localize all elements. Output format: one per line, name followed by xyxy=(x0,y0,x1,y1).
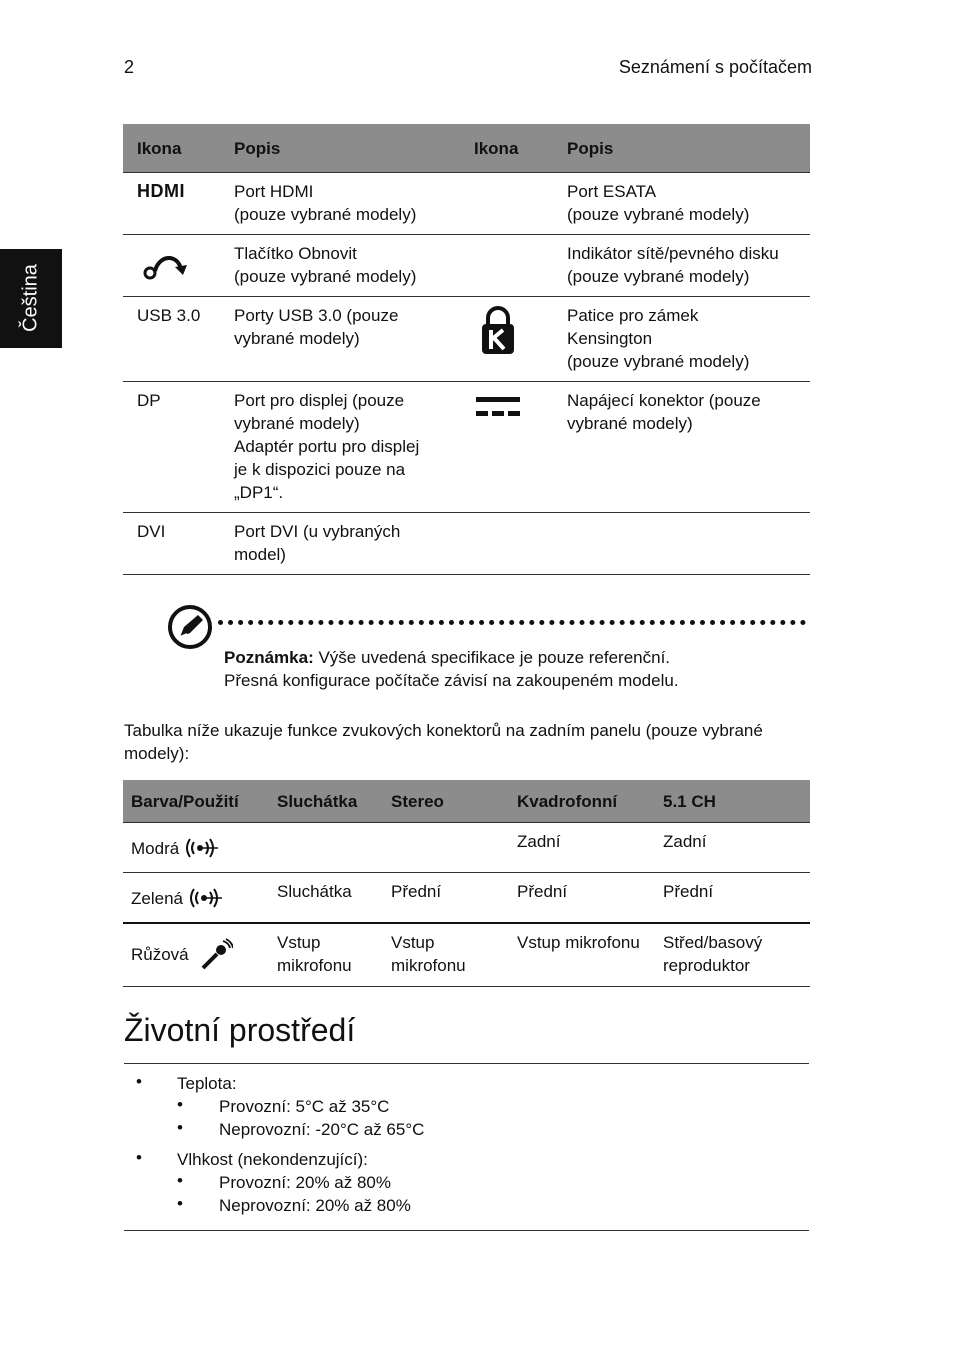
section-rule-bottom xyxy=(124,1230,809,1231)
audio-table-header xyxy=(123,780,810,823)
language-tab xyxy=(0,249,62,348)
sub-list-item: Provozní: 5°C až 35°C xyxy=(219,1097,390,1116)
desc-line: Tlačítko Obnovit xyxy=(234,244,357,263)
desc-line: vybrané modely) xyxy=(234,414,360,433)
table-cell: Přední xyxy=(509,873,655,923)
table-cell: Přední xyxy=(655,873,810,923)
section-title: Životní prostředí xyxy=(124,1012,356,1048)
table-row xyxy=(123,823,810,873)
desc-line: Indikátor sítě/pevného disku xyxy=(567,244,779,263)
color-label: Růžová xyxy=(131,944,189,964)
table-row xyxy=(123,297,810,382)
dc-power-icon xyxy=(474,393,522,423)
page-number: 2 xyxy=(124,57,135,77)
desc-line: Port pro displej (pouze xyxy=(234,391,405,410)
note-label: Poznámka: xyxy=(224,648,314,667)
sub-list-item: Neprovozní: -20°C až 65°C xyxy=(219,1120,425,1139)
bullet: • xyxy=(136,1148,142,1167)
table-cell xyxy=(383,823,509,873)
language-tab-label: Čeština xyxy=(19,264,42,332)
bullet: • xyxy=(177,1118,183,1137)
desc-line: model) xyxy=(234,545,286,564)
col-header: Ikona xyxy=(123,124,220,173)
audio-out-icon xyxy=(184,837,218,859)
table-cell: Střed/basový reproduktor xyxy=(655,923,810,987)
table-row xyxy=(123,923,810,987)
desc-line: Adaptér portu pro displej xyxy=(234,437,420,456)
col-header: Popis xyxy=(553,124,810,173)
table-cell: Přední xyxy=(383,873,509,923)
table-row xyxy=(123,382,810,513)
kensington-lock-icon xyxy=(478,304,518,358)
color-label: Zelená xyxy=(131,889,183,908)
table-cell: Vstup mikrofonu xyxy=(269,923,383,987)
hdmi-icon: HDMI xyxy=(137,181,185,201)
bullet: • xyxy=(177,1095,183,1114)
bullet: • xyxy=(177,1194,183,1213)
desc-line: Port HDMI xyxy=(234,182,314,201)
desc-line: Porty USB 3.0 (pouze xyxy=(234,306,399,325)
section-rule-top xyxy=(124,1063,809,1064)
note-pen-icon xyxy=(166,603,214,651)
desc-line: Port ESATA xyxy=(567,182,657,201)
usb3-label: USB 3.0 xyxy=(137,306,201,325)
table-cell: Vstup mikrofonu xyxy=(509,923,655,987)
intro-paragraph: Tabulka níže ukazuje funkce zvukových konektorů na zadním panelu (pouze vybrané modely): xyxy=(124,721,763,763)
icon-table-header xyxy=(123,124,810,173)
table-cell: Zadní xyxy=(509,823,655,873)
bullet: • xyxy=(177,1171,183,1190)
note-line-2: Přesná konfigurace počítače závisí na zakoupeném modelu. xyxy=(224,671,679,690)
col-header: Kvadrofonní xyxy=(509,780,655,823)
note xyxy=(224,646,679,692)
col-header: Sluchátka xyxy=(269,780,383,823)
bullet: • xyxy=(136,1072,142,1091)
table-row xyxy=(123,873,810,923)
icon-table xyxy=(123,124,810,575)
desc-line: (pouze vybrané modely) xyxy=(567,352,750,371)
audio-out-icon xyxy=(188,887,222,909)
table-row xyxy=(123,235,810,297)
table-cell: Zadní xyxy=(655,823,810,873)
list-item: Vlhkost (nekondenzující): xyxy=(177,1150,368,1169)
dp-label: DP xyxy=(137,391,161,410)
note-line-1: Výše uvedená specifikace je pouze referenční. xyxy=(313,648,671,667)
audio-table xyxy=(123,780,810,987)
desc-line: Napájecí konektor (pouze xyxy=(567,391,761,410)
desc-line: (pouze vybrané modely) xyxy=(234,205,417,224)
microphone-icon xyxy=(199,938,233,972)
sub-list-item: Provozní: 20% až 80% xyxy=(219,1173,391,1192)
col-header: Barva/Použití xyxy=(123,780,269,823)
running-title: Seznámení s počítačem xyxy=(618,57,812,77)
desc-line: (pouze vybrané modely) xyxy=(567,267,750,286)
desc-line: (pouze vybrané modely) xyxy=(567,205,750,224)
table-cell: Sluchátka xyxy=(269,873,383,923)
desc-line: Port DVI (u vybraných xyxy=(234,522,401,541)
desc-line: vybrané modely) xyxy=(567,414,693,433)
table-row xyxy=(123,173,810,235)
col-header: 5.1 CH xyxy=(655,780,810,823)
desc-line: vybrané modely) xyxy=(234,329,360,348)
desc-line: je k dispozici pouze na xyxy=(234,460,406,479)
table-cell: Vstup mikrofonu xyxy=(383,923,509,987)
desc-line: Kensington xyxy=(567,329,653,348)
dvi-label: DVI xyxy=(137,522,166,541)
restore-arrow-icon xyxy=(137,245,189,285)
sub-list-item: Neprovozní: 20% až 80% xyxy=(219,1196,411,1215)
table-cell xyxy=(269,823,383,873)
desc-line: (pouze vybrané modely) xyxy=(234,267,417,286)
list-item: Teplota: xyxy=(177,1074,237,1093)
col-header: Stereo xyxy=(383,780,509,823)
desc-line: „DP1“. xyxy=(234,483,284,502)
note-divider xyxy=(218,620,806,625)
desc-line: Patice pro zámek xyxy=(567,306,699,325)
col-header: Popis xyxy=(220,124,460,173)
table-row xyxy=(123,513,810,575)
color-label: Modrá xyxy=(131,839,180,858)
col-header: Ikona xyxy=(460,124,553,173)
